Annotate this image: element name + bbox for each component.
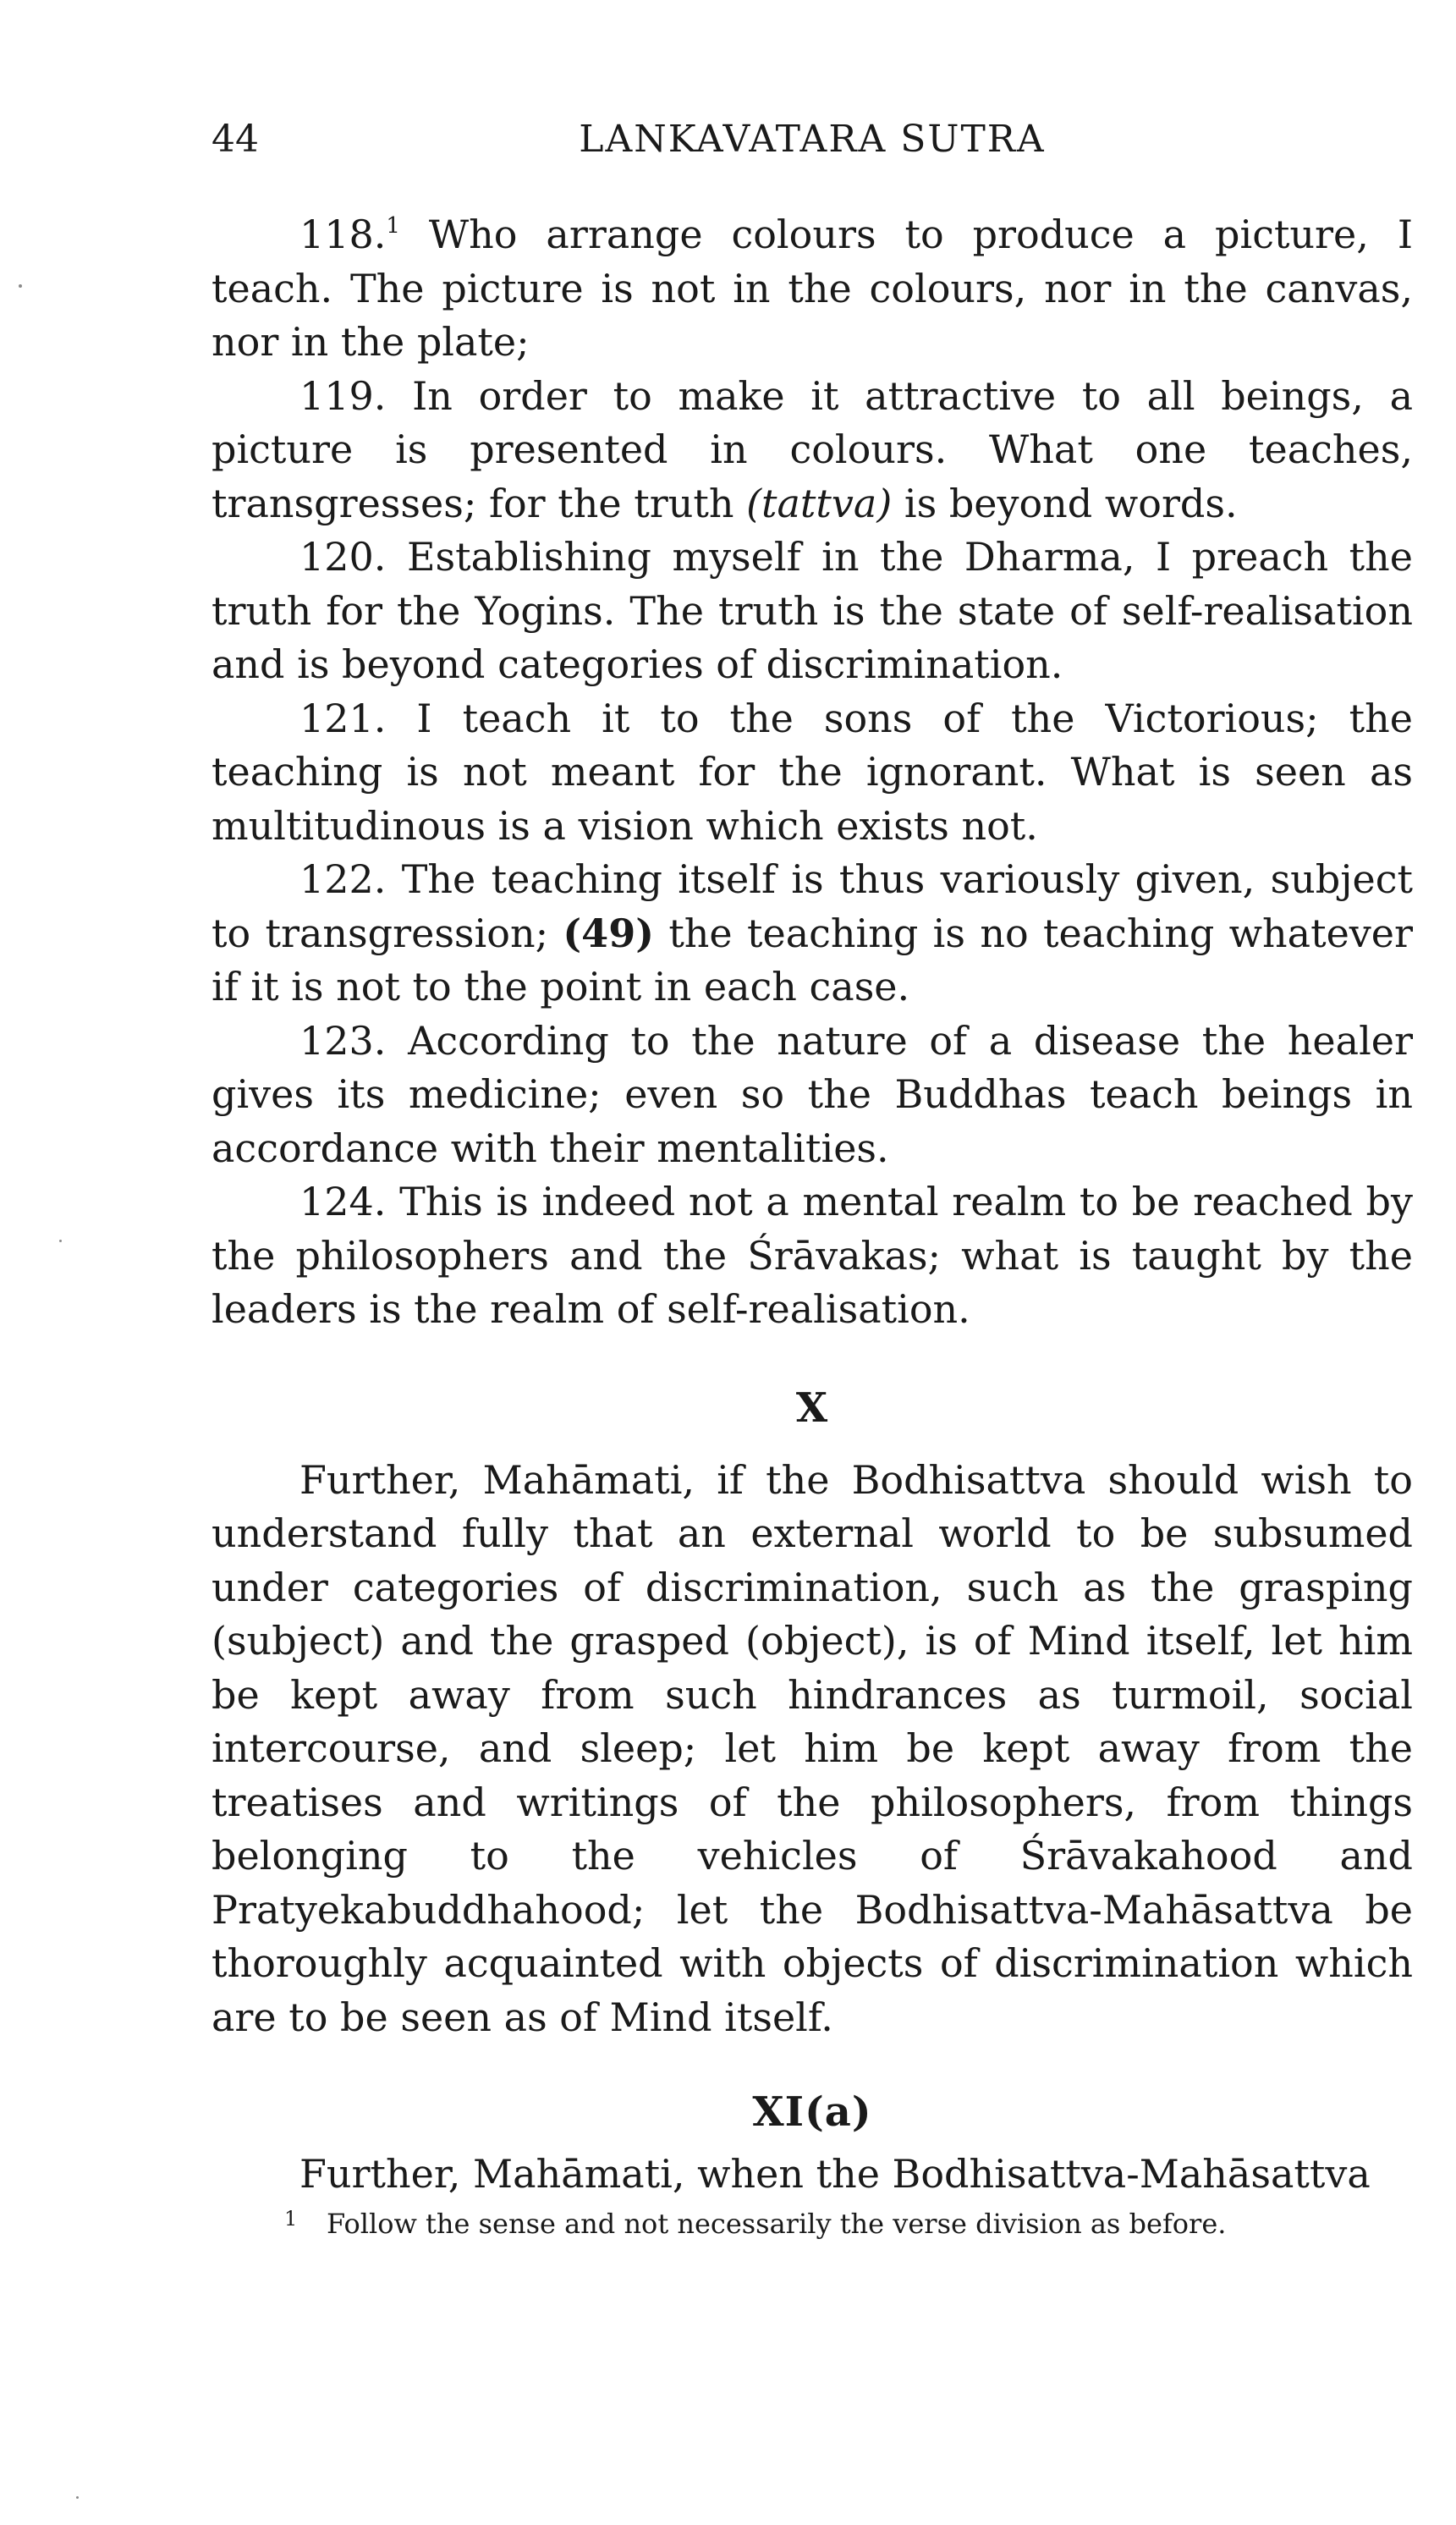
verse-number: 124.	[299, 1179, 387, 1224]
verse-text: The teaching itself is thus variously given, subject to transgression;	[212, 856, 1413, 956]
scan-speck	[59, 1240, 62, 1242]
section-heading-xi-a: XI(a)	[752, 2088, 872, 2136]
verse-text: According to the nature of a disease the healer gives its medicine; even so the Buddhas teach beings in accordance with their mentalities.	[212, 1017, 1413, 1171]
verse-121	[212, 692, 1413, 854]
section-heading-x: X	[795, 1384, 829, 1432]
verse-number: 123.	[299, 1017, 387, 1064]
section-xi-a-paragraph: Further, Mahāmati, when the Bodhisattva-Mahāsattva	[299, 2151, 1371, 2197]
verse-120	[212, 531, 1413, 692]
verse-text: the teaching is no teaching whatever if it is not to the point in each case.	[212, 910, 1413, 1009]
verse-number: 118.	[299, 212, 387, 257]
page-header	[212, 110, 1413, 169]
scan-speck	[76, 2496, 79, 2499]
footnote-reference: 1	[386, 212, 400, 239]
verse-number: 121.	[299, 695, 387, 741]
verse-number: 120.	[299, 534, 387, 580]
page-number: 44	[212, 118, 259, 161]
original-page-marker: (49)	[563, 910, 654, 956]
verse-number: 122.	[299, 856, 387, 902]
footnote	[212, 2205, 1413, 2242]
verse-text: Establishing myself in the Dharma, I preach the truth for the Yogins. The truth is the state of self-realisation and is beyond categories of discrimination.	[212, 534, 1413, 687]
verse-text: Who arrange colours to produce a picture, I teach. The picture is not in the colours, nor in the canvas, nor in the plate;	[212, 212, 1413, 365]
verse-text: I teach it to the sons of the Victorious; the teaching is not meant for the ignorant. What is seen as multitudinous is a vision which exists not.	[212, 695, 1413, 849]
verse-119	[212, 370, 1413, 531]
book-page	[212, 110, 1413, 2242]
body-text	[212, 208, 1413, 2242]
verse-text: is beyond words.	[892, 480, 1238, 526]
verse-text: In order to make it attractive to all beings, a picture is presented in colours. What one teaches, transgresses; for the truth	[212, 372, 1413, 526]
verse-number: 119.	[299, 372, 387, 419]
section-x-paragraph: Further, Mahāmati, if the Bodhisattva should wish to understand fully that an external world to be subsumed under categories of discrimination, such as the grasping (subject) and the grasped (object), is of Mind itself, let him be kept away from such hindrances as turmoil, social intercourse, and sleep; let him be kept away from the treatises and writings of the philosophers, from things belonging to the vehicles of Śrāvakahood and Pratyekabuddhahood; let the Bodhisattva-Mahāsattva be thoroughly acquainted with objects of discrimination which are to be seen as of Mind itself.	[212, 1456, 1413, 2040]
footnote-text: Follow the sense and not necessarily the verse division as before.	[327, 2207, 1227, 2240]
verse-118	[212, 208, 1413, 370]
scan-speck	[19, 284, 22, 288]
verse-123	[212, 1015, 1413, 1176]
sanskrit-term: (tattva)	[746, 480, 893, 526]
verse-text: This is indeed not a mental realm to be reached by the philosophers and the Śrāvakas; what is taught by the leaders is the realm of self-realisation.	[212, 1179, 1413, 1332]
footnote-mark: 1	[284, 2206, 298, 2231]
verse-122	[212, 853, 1413, 1015]
running-title: LANKAVATARA SUTRA	[579, 118, 1046, 161]
verse-124	[212, 1175, 1413, 1337]
